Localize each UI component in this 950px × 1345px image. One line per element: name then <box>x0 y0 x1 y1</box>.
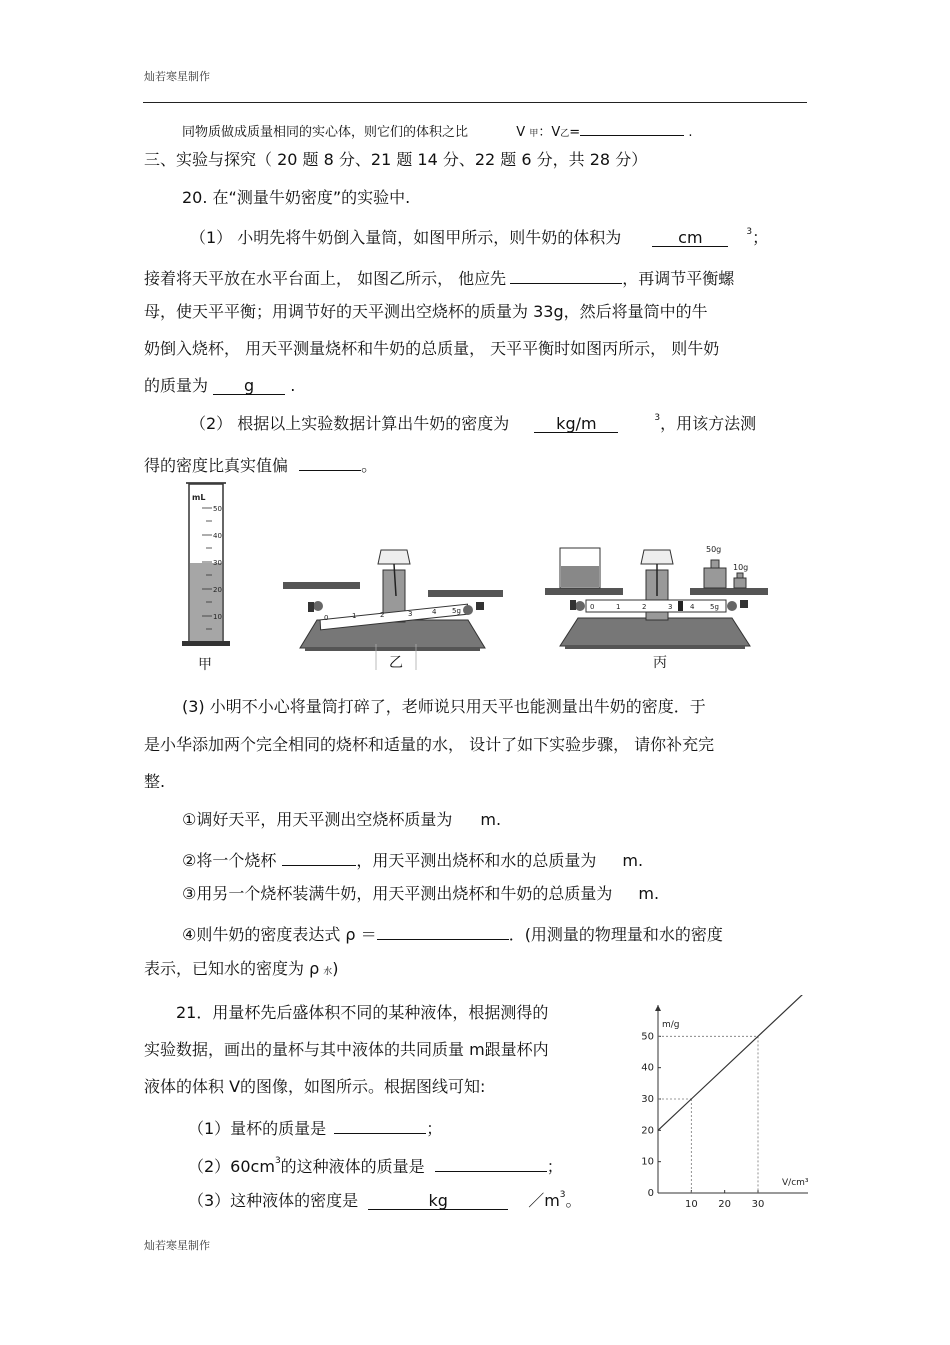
q20-line5: 的质量为 g . <box>144 376 296 395</box>
bing-scale-2: 2 <box>642 603 647 611</box>
cyl-tick-20: 20 <box>213 586 222 594</box>
q20-line3: 母，使天平平衡；用调节好的天平测出空烧杯的质量为 33g，然后将量筒中的牛 <box>144 302 708 321</box>
yi-scale-3: 3 <box>408 610 413 618</box>
q20-line1: （1） 小明先将牛奶倒入量筒，如图甲所示，则牛奶的体积为 cm $^3$； <box>190 227 769 247</box>
q20-line6: （2） 根据以上实验数据计算出牛奶的密度为 kg/m $^3$，用该方法测 <box>190 413 757 433</box>
yi-scale-2: 2 <box>380 611 385 619</box>
balance-figure-yi <box>280 540 505 670</box>
y-tick-label: 50 <box>641 1031 654 1043</box>
volume-blank[interactable]: cm <box>652 228 728 247</box>
mass-volume-chart <box>630 995 820 1215</box>
q21-line2: 实验数据，画出的量杯与其中液体的共同质量 m跟量杯内 <box>144 1040 549 1059</box>
density-blank[interactable]: kg/m <box>534 414 618 433</box>
q20-step3: ③用另一个烧杯装满牛奶，用天平测出烧杯和牛奶的总质量为 m. <box>182 884 660 903</box>
caption-bing: 丙 <box>653 655 667 671</box>
y-tick-label: 10 <box>641 1156 654 1168</box>
weight-10g: 10g <box>733 563 749 572</box>
x-tick-label: 20 <box>718 1199 732 1210</box>
density-expression-blank[interactable] <box>377 921 509 940</box>
section-3-title: 三、实验与探究（ 20 题 8 分、21 题 14 分、22 题 6 分，共 28 分） <box>144 150 648 169</box>
q21-answer3: （3）这种液体的密度是 kg $/m^3$。 <box>188 1190 582 1210</box>
yi-scale-4: 4 <box>432 608 437 616</box>
y-axis-arrow <box>655 1005 661 1011</box>
page-header: 灿若寒星制作 <box>144 70 210 83</box>
bing-scale-5: 5g <box>710 603 719 611</box>
q20-line10: 整. <box>144 772 166 791</box>
bias-blank[interactable] <box>299 452 361 471</box>
q21-line3: 液体的体积 V的图像，如图所示。根据图线可知: <box>144 1077 486 1096</box>
cup-mass-blank[interactable] <box>334 1115 426 1134</box>
prev-question-line: 同物质做成质量相同的实心体，则它们的体积之比 V 甲：V乙= . <box>182 121 692 140</box>
q20-line4: 奶倒入烧杯， 用天平测量烧杯和牛奶的总质量， 天平平衡时如图丙所示， 则牛奶 <box>144 339 720 358</box>
x-tick-label: 10 <box>684 1199 698 1210</box>
bing-scale-4: 4 <box>690 603 695 611</box>
q21-answer2: $(2)60cm^3$的这种液体的质量是 ； <box>188 1153 563 1180</box>
q20-line11: 表示，已知水的密度为 ρ 水) <box>144 959 339 978</box>
y-tick-label: 0 <box>647 1188 654 1199</box>
q20-step2: ②将一个烧杯 ，用天平测出烧杯和水的总质量为 m. <box>182 847 643 871</box>
q20-line9: 是小华添加两个完全相同的烧杯和适量的水， 设计了如下实验步骤， 请你补充完 <box>144 735 715 754</box>
yi-scale-0: 0 <box>324 614 329 622</box>
milk-mass-blank[interactable]: g <box>213 376 285 395</box>
x-axis-label: V/cm³ <box>782 1178 809 1188</box>
q20-step4: ④则牛奶的密度表达式 ρ ＝ ．(用测量的物理量和水的密度 <box>182 921 723 945</box>
cyl-tick-10: 10 <box>213 613 222 621</box>
bing-scale-1: 1 <box>616 603 621 611</box>
liquid-mass-blank[interactable] <box>435 1153 547 1172</box>
cyl-tick-50: 50 <box>213 505 222 513</box>
bing-scale-0: 0 <box>590 603 595 611</box>
series-line <box>658 995 808 1130</box>
q20-intro: 20. 在“测量牛奶密度”的实验中. <box>182 188 411 207</box>
bing-scale-3: 3 <box>668 603 673 611</box>
y-axis-label: m/g <box>662 1020 680 1030</box>
fill-water-blank[interactable] <box>282 847 356 866</box>
q20-line8: (3) 小明不小心将量筒打碎了，老师说只用天平也能测量出牛奶的密度．于 <box>182 697 706 716</box>
x-tick-label: 30 <box>751 1199 765 1210</box>
yi-scale-5: 5g <box>452 607 461 615</box>
graduated-cylinder-figure <box>178 478 238 678</box>
first-step-blank[interactable] <box>510 265 622 284</box>
q21-answer1: （1）量杯的质量是 ； <box>188 1115 442 1139</box>
cyl-tick-30: 30 <box>213 559 222 567</box>
milk-in-beaker <box>561 566 599 587</box>
cylinder-unit: mL <box>192 493 206 502</box>
q21-line1: 21．用量杯先后盛体积不同的某种液体，根据测得的 <box>176 1003 549 1022</box>
q20-step1: ①调好天平，用天平测出空烧杯质量为 m. <box>182 810 502 829</box>
y-tick-label: 20 <box>641 1125 654 1137</box>
caption-jia: 甲 <box>198 657 212 673</box>
y-tick-label: 40 <box>641 1062 654 1074</box>
liquid-density-blank[interactable]: kg <box>368 1191 508 1210</box>
cyl-tick-40: 40 <box>213 532 222 540</box>
q20-line7: 得的密度比真实值偏 。 <box>144 452 377 476</box>
ratio-blank[interactable] <box>580 121 684 136</box>
y-tick-label: 30 <box>641 1094 654 1105</box>
weight-50g: 50g <box>706 545 722 554</box>
balance-figure-bing <box>540 538 770 670</box>
yi-scale-1: 1 <box>352 612 357 620</box>
header-rule <box>143 102 807 103</box>
q20-line2: 接着将天平放在水平台面上， 如图乙所示， 他应先 ，再调节平衡螺 <box>144 265 734 289</box>
page-footer: 灿若寒星制作 <box>144 1239 210 1252</box>
caption-yi: 乙 <box>389 655 403 671</box>
